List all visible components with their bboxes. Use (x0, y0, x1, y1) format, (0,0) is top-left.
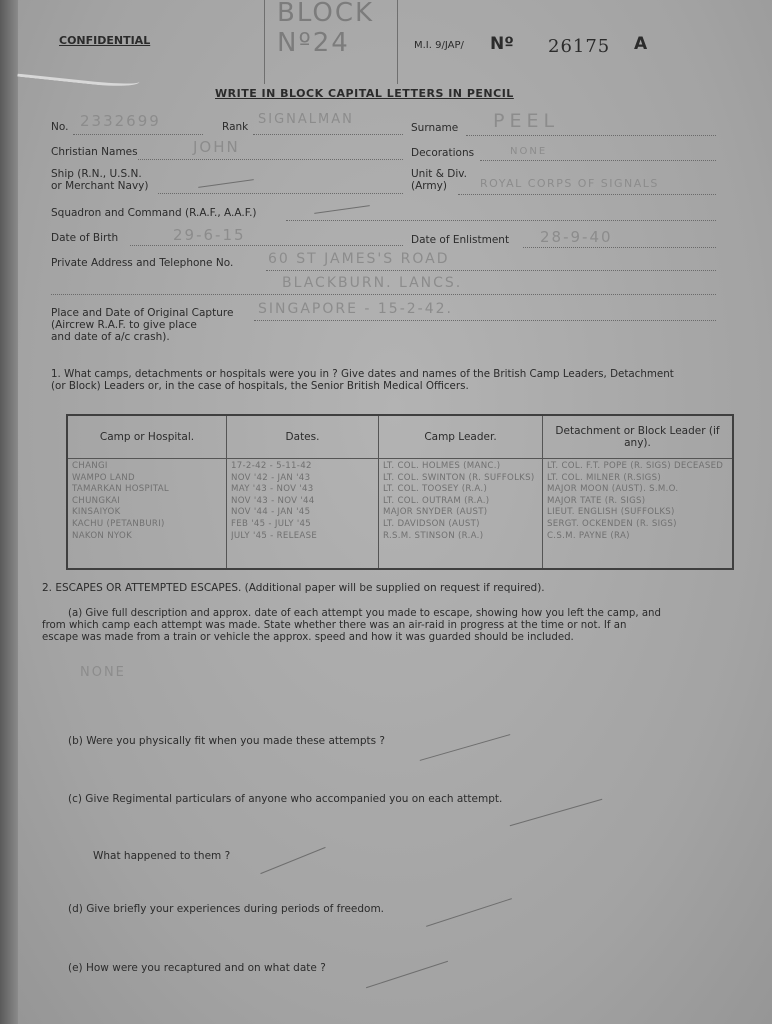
block-leader-entry: SERGT. OCKENDEN (R. SIGS) (547, 518, 677, 529)
header-dates: Dates. (227, 415, 379, 459)
capture-line (254, 320, 716, 321)
camps-table (66, 414, 734, 570)
block-leader-column (543, 459, 734, 570)
squadron-dash (314, 205, 370, 214)
camp-leader-entry: LT. COL. OUTRAM (R.A.) (383, 495, 490, 506)
camp-leader-entry: LT. COL. HOLMES (MANC.) (383, 461, 501, 471)
block-leader-entry: LT. COL. F.T. POPE (R. SIGS) DECEASED (547, 461, 724, 471)
question-2c: (c) Give Regimental particulars of anyone who accompanied you on each attempt. (68, 793, 503, 805)
stamp-block-text: BLOCK (277, 0, 375, 28)
address-line-1 (266, 270, 716, 271)
decorations-value: NONE (510, 146, 548, 157)
ship-label-2: or Merchant Navy) (51, 180, 149, 192)
date-entry: FEB '45 - JULY '45 (231, 518, 312, 529)
block-stamp (264, 0, 398, 84)
service-number-value: 2332699 (80, 112, 161, 130)
address-line-2 (51, 294, 716, 295)
question-2-title: 2. ESCAPES OR ATTEMPTED ESCAPES. (Additional paper will be supplied on request if required). (42, 582, 545, 594)
question-2b-dash (420, 734, 511, 761)
address-value-1: 60 ST JAMES'S ROAD (268, 251, 450, 267)
camp-entry: NAKON NYOK (72, 530, 133, 541)
header-camp-leader: Camp Leader. (379, 415, 543, 459)
enlistment-label: Date of Enlistment (411, 234, 510, 246)
binder-edge (0, 0, 18, 1024)
question-2c-sub-dash (260, 847, 325, 874)
rank-value: SIGNALMAN (258, 112, 354, 127)
ship-line (158, 193, 403, 194)
block-leader-entry: MAJOR TATE (R. SIGS) (547, 495, 646, 506)
question-2a-line-1: (a) Give full description and approx. date of each attempt you made to escape, showing how you left the camp, and (68, 608, 661, 619)
camp-entry: CHANGI (72, 461, 108, 471)
capture-label-2: (Aircrew R.A.F. to give place (51, 319, 197, 331)
question-2c-dash (510, 799, 603, 826)
camp-leader-entry: R.S.M. STINSON (R.A.) (383, 530, 484, 541)
date-of-birth-line (130, 245, 403, 246)
unit-value: ROYAL CORPS OF SIGNALS (480, 177, 659, 190)
question-2a-answer: NONE (80, 665, 126, 680)
question-2a-line-3: escape was made from a train or vehicle the approx. speed and how it was guarded should be included. (42, 632, 574, 643)
camp-entry: KACHU (PETANBURI) (72, 518, 165, 529)
ship-dash (198, 179, 254, 188)
camp-leader-column (379, 459, 543, 570)
unit-label-1: Unit & Div. (411, 168, 467, 180)
dates-column (227, 459, 379, 570)
binding-string (17, 58, 140, 90)
date-of-birth-value: 29-6-15 (173, 226, 246, 244)
decorations-label: Decorations (411, 147, 475, 159)
camps-table-body-row (67, 459, 733, 570)
date-entry: JULY '45 - RELEASE (231, 530, 318, 541)
block-leader-entry: LT. COL. MILNER (R.SIGS) (547, 472, 662, 483)
camps-table-header-row (67, 415, 733, 459)
date-of-birth-label: Date of Birth (51, 232, 119, 244)
stamp-number-text: Nº24 (277, 28, 350, 58)
question-1-line-2: (or Block) Leaders or, in the case of hospitals, the Senior British Medical Officers. (51, 380, 469, 392)
form-reference: M.I. 9/JAP/ (414, 40, 464, 51)
question-2d-dash (426, 898, 512, 927)
number-label: Nº (490, 34, 514, 54)
question-2b: (b) Were you physically fit when you made these attempts ? (68, 735, 385, 747)
ship-label-1: Ship (R.N., U.S.N. (51, 168, 142, 180)
no-line (73, 134, 203, 135)
question-2d: (d) Give briefly your experiences during periods of freedom. (68, 903, 385, 915)
header-block-leader: Detachment or Block Leader (if any). (543, 415, 734, 459)
form-sheet (18, 0, 772, 1024)
capture-value: SINGAPORE - 15-2-42. (258, 301, 453, 317)
header-camp-or-hospital: Camp or Hospital. (67, 415, 227, 459)
christian-names-value: JOHN (193, 138, 240, 156)
block-leader-entry: MAJOR MOON (AUST). S.M.O. (547, 484, 679, 495)
camp-entry: WAMPO LAND (72, 472, 135, 483)
decorations-line (480, 160, 716, 161)
capture-label-3: and date of a/c crash). (51, 331, 170, 343)
unit-label-2: (Army) (411, 180, 447, 192)
enlistment-line (523, 247, 716, 248)
camp-leader-entry: LT. COL. SWINTON (R. SUFFOLKS) (383, 472, 535, 483)
question-2e: (e) How were you recaptured and on what date ? (68, 962, 326, 974)
address-label: Private Address and Telephone No. (51, 257, 234, 269)
block-leader-entry: C.S.M. PAYNE (RA) (547, 530, 630, 541)
surname-label: Surname (411, 122, 459, 134)
question-2a-line-2: from which camp each attempt was made. State whether there was an air-raid in progress at the time or not. If an (42, 620, 627, 631)
unit-line (458, 194, 716, 195)
christian-names-label: Christian Names (51, 146, 138, 158)
surname-line (466, 135, 716, 136)
camp-column (67, 459, 227, 570)
form-number: 26175 (548, 36, 611, 57)
instruction-heading: WRITE IN BLOCK CAPITAL LETTERS IN PENCIL (215, 87, 514, 100)
date-entry: 17-2-42 - 5-11-42 (231, 461, 312, 471)
camp-leader-entry: LT. COL. TOOSEY (R.A.) (383, 484, 488, 495)
date-entry: NOV '43 - NOV '44 (231, 495, 315, 506)
address-value-2: BLACKBURN. LANCS. (282, 275, 463, 291)
camp-entry: TAMARKAN HOSPITAL (72, 484, 169, 495)
date-entry: NOV '42 - JAN '43 (231, 472, 311, 483)
rank-line (253, 134, 403, 135)
camp-entry: KINSAIYOK (72, 507, 121, 518)
confidential-label: CONFIDENTIAL (59, 34, 151, 47)
enlistment-value: 28-9-40 (540, 228, 613, 246)
block-leader-entry: LIEUT. ENGLISH (SUFFOLKS) (547, 507, 675, 518)
rank-label: Rank (222, 121, 249, 133)
christian-names-line (138, 159, 403, 160)
no-label: No. (51, 121, 69, 133)
surname-value: PEEL (493, 110, 560, 132)
question-2e-dash (366, 961, 448, 989)
question-2c-sub: What happened to them ? (93, 850, 231, 862)
date-entry: MAY '43 - NOV '43 (231, 484, 314, 495)
camp-leader-entry: LT. DAVIDSON (AUST) (383, 518, 480, 529)
question-1-line-1: 1. What camps, detachments or hospitals were you in ? Give dates and names of the British Camp Leaders, Detachment (51, 368, 674, 380)
form-suffix: A (634, 34, 648, 54)
date-entry: NOV '44 - JAN '45 (231, 507, 311, 518)
squadron-label: Squadron and Command (R.A.F., A.A.F.) (51, 207, 257, 219)
squadron-line (286, 220, 716, 221)
camp-entry: CHUNGKAI (72, 495, 121, 506)
camp-leader-entry: MAJOR SNYDER (AUST) (383, 507, 488, 518)
capture-label-1: Place and Date of Original Capture (51, 307, 234, 319)
